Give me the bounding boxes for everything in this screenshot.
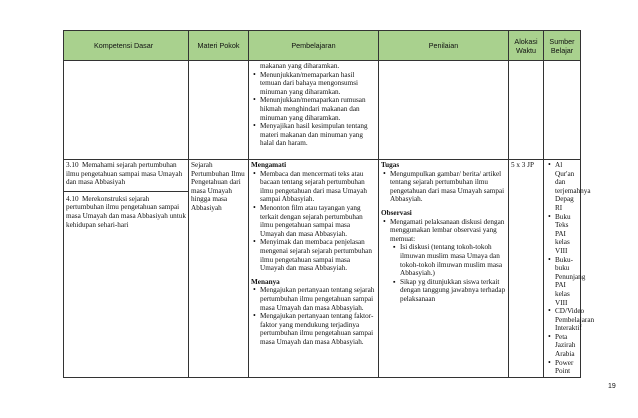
- mengamati-heading: Mengamati: [251, 161, 287, 169]
- kd-3-10: [66, 161, 186, 187]
- row1-alokasi-cell: [509, 61, 544, 160]
- list-item: • Peta Jazirah Arabia: [555, 333, 578, 359]
- tugas-heading: Tugas: [381, 161, 400, 169]
- mengamati-list: [251, 170, 376, 273]
- page-number: 19: [608, 383, 616, 390]
- list-item: • Membaca dan mencermati teks atau bacaan tentang sejarah pertumbuhan ilmu pengetahuan dari masa Umayah sampai Abbasyiah.: [260, 170, 376, 204]
- row2-sumber-cell: [544, 160, 595, 378]
- list-item: • Menunjukkan/memaparkan hasil temuan dari bahaya mengonsumsi minuman yang diharamkan.: [260, 71, 376, 97]
- list-item: • Menonton film atau tayangan yang terkait dengan sejarah pertumbuhan ilmu pengetahuan sampai masa Umayah dan masa Abbasyiah.: [260, 204, 376, 238]
- menanya-heading: Menanya: [251, 277, 280, 286]
- list-item: • Buku-buku Penunjang PAI kelas VIII: [555, 256, 578, 308]
- observasi-list: [381, 218, 506, 304]
- menanya-list: [251, 286, 376, 346]
- row1-sumber-cell: [544, 61, 581, 160]
- row2-pembelajaran-cell: [249, 160, 379, 378]
- observasi-heading: Observasi: [381, 208, 412, 217]
- list-item: ▪ Isi diskusi (tentang tokoh-tokoh ilmuwan muslim masa Umaya dan tokoh-tokoh ilmuwan muslim masa Abbasyiah.): [400, 243, 506, 277]
- header-alokasi-waktu: Alokasi Waktu: [509, 31, 544, 61]
- kd-number: 4.10: [66, 194, 79, 203]
- syllabus-table: [63, 30, 595, 378]
- header-penilaian: Penilaian: [379, 31, 509, 61]
- row2-penilaian-cell: [379, 160, 509, 378]
- table-row: [64, 61, 581, 160]
- row1-pembelajaran-list: [251, 71, 376, 148]
- list-item: • Power Point: [555, 359, 578, 376]
- pembelajaran-continued-text: makanan yang diharamkan.: [260, 62, 340, 70]
- kd-text: Memahami sejarah pertumbuhan ilmu pengetahuan sampai masa Umayah dan masa Abbasiyah: [66, 161, 183, 187]
- list-item: • Menunjukkan/memaparkan rumusan hikmah menghindari makanan dan minuman yang diharamkan.: [260, 96, 376, 122]
- row2-kompetensi-cell: [64, 160, 189, 378]
- kd-4-10: [64, 191, 188, 229]
- kd-number: 3.10: [66, 161, 79, 169]
- row1-materi-cell: [189, 61, 249, 160]
- list-item: • CD/Video Pembelajaran Interaktif: [555, 307, 578, 333]
- list-item: • Menyimak dan membaca penjelasan mengenai sejarah sejarah pertumbuhan ilmu pengetahuan sampai masa Umayah dan masa Abbasyiah.: [260, 238, 376, 272]
- row2-alokasi-cell: 5 x 3 JP: [509, 160, 544, 378]
- table-row: [64, 160, 581, 378]
- observasi-item-text: Mengamati pelaksanaan diskusi dengan menggunakan lembar observasi yang memuat:: [390, 217, 505, 243]
- table-header-row: [64, 31, 581, 61]
- list-item: • Al Qur'an dan terjemahnya Depag RI: [555, 161, 578, 213]
- list-item: • Menyajikan hasil kesimpulan tentang materi makanan dan minuman yang halal dan haram.: [260, 122, 376, 148]
- list-item: [390, 218, 506, 304]
- list-item: • Mengajukan pertanyaan tentang faktor-faktor yang mendukung terjadinya pertumbuhan ilmu pengetahuan sampai masa Umayah dan masa Abbasyiah.: [260, 312, 376, 346]
- list-item: • Mengumpulkan gambar/ berita/ artikel tentang sejarah pertumbuhan ilmu pengetahuan dari masa Umayah sampai Abbasyiah.: [390, 170, 506, 204]
- row1-pembelajaran-cell: [249, 61, 379, 160]
- header-kompetensi-dasar: Kompetensi Dasar: [64, 31, 189, 61]
- sumber-list: [546, 161, 595, 376]
- header-pembelajaran: Pembelajaran: [249, 31, 379, 61]
- list-item: • Buku Teks PAI kelas VIII: [555, 213, 578, 256]
- row1-kompetensi-cell: [64, 61, 189, 160]
- header-materi-pokok: Materi Pokok: [189, 31, 249, 61]
- observasi-sub-list: [390, 243, 506, 303]
- tugas-list: [381, 170, 506, 204]
- list-item: ▪ Sikap yg ditunjukkan siswa terkait dengan tanggung jawabnya terhadap pelaksanaan: [400, 278, 506, 304]
- list-item: • Mengajukan pertanyaan tentang sejarah pertumbuhan ilmu pengetahuan sampai masa Umayah dan masa Abbasyiah.: [260, 286, 376, 312]
- kd-text: Merekonstruksi sejarah pertumbuhan ilmu pengetahuan sampai masa Umayah dan masa Abbasiyah untuk kehidupan sehari-hari: [66, 194, 186, 229]
- header-sumber-belajar: Sumber Belajar: [544, 31, 581, 61]
- row2-materi-cell: Sejarah Pertumbuhan Ilmu Pengetahuan dari masa Umayah hingga masa Abbasiyah: [189, 160, 249, 378]
- row1-penilaian-cell: [379, 61, 509, 160]
